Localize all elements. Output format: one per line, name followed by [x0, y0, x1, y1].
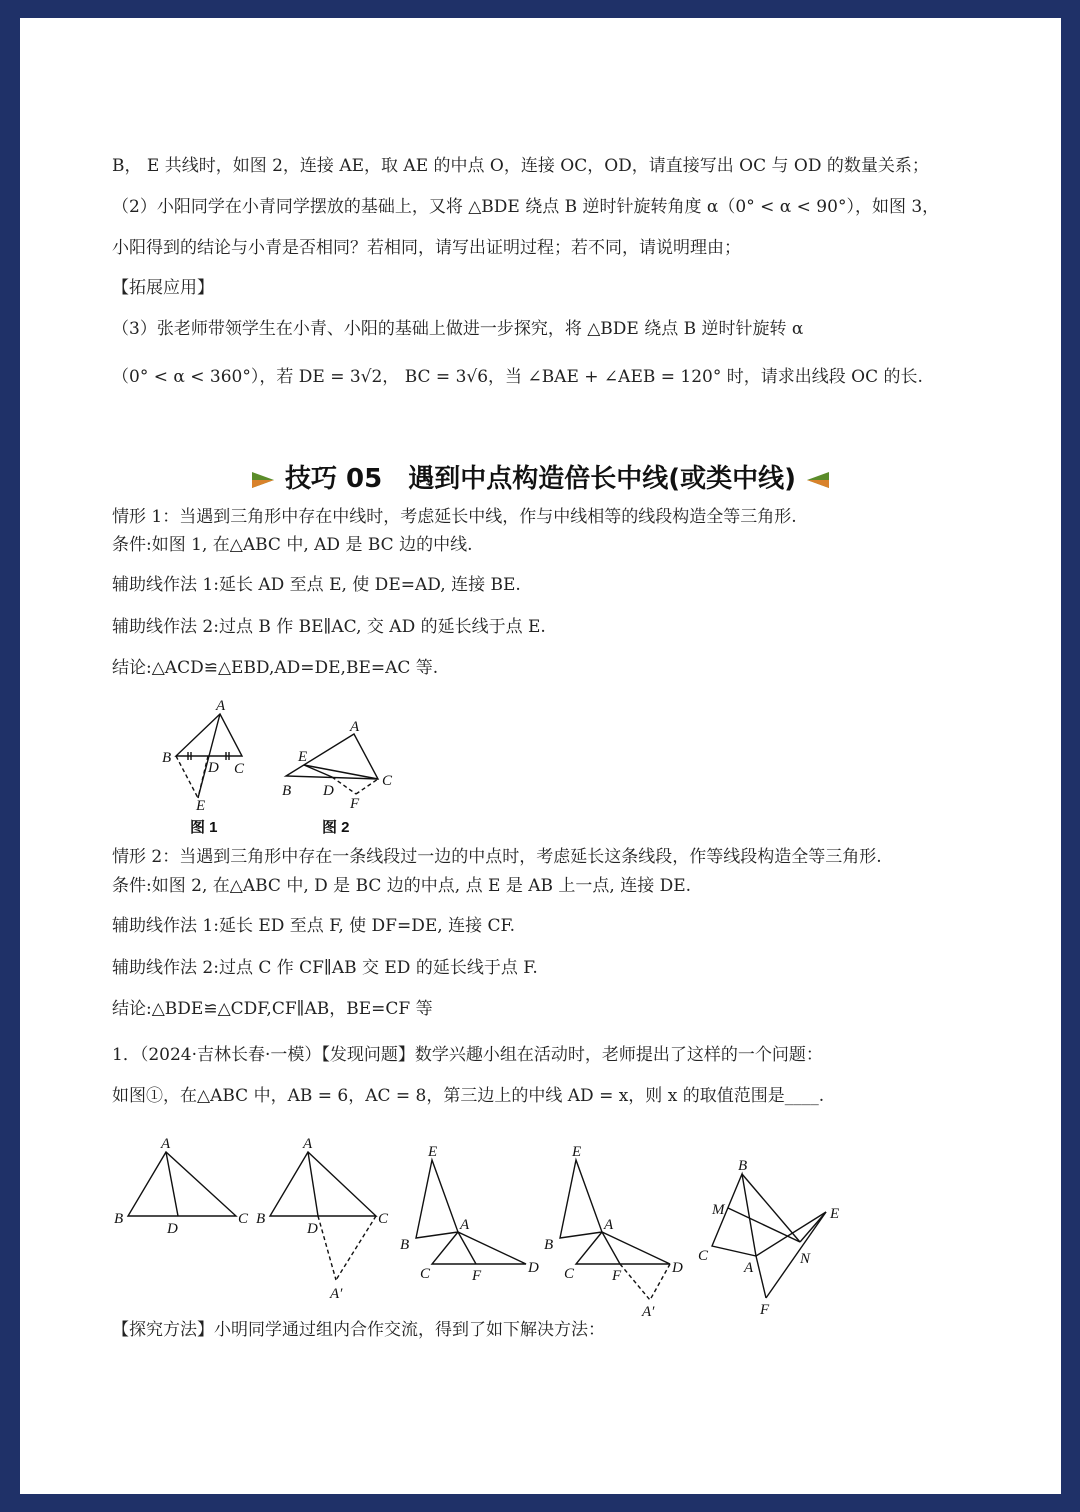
- text-line: （3）张老师带领学生在小青、小阳的基础上做进一步探究，将 △BDE 绕点 B 逆时针旋转 α: [112, 319, 804, 339]
- text-line: （0° < α < 360°），若 DE = 3√2， BC = 3√6，当 ∠BAE + ∠AEB = 120° 时，请求出线段 OC 的长.: [112, 367, 923, 387]
- label-C: C: [238, 1211, 249, 1227]
- label-F: F: [760, 1302, 770, 1318]
- figure-2-caption: 图 2: [322, 819, 350, 836]
- label-C: C: [698, 1248, 709, 1264]
- label-A-prime: A′: [330, 1286, 343, 1302]
- label-D: D: [167, 1221, 178, 1237]
- case1-method1: 辅助线作法 1:延长 AD 至点 E, 使 DE=AD, 连接 BE.: [112, 575, 521, 595]
- figure-1: [162, 698, 245, 836]
- problem-statement: 如图①，在△ABC 中，AB = 6，AC = 8，第三边上的中线 AD = x，则 x 的取值范围是____.: [112, 1086, 825, 1106]
- document-page: [20, 18, 1061, 1494]
- text-line: B， E 共线时，如图 2，连接 AE，取 AE 的中点 O，连接 OC，OD，请直接写出 OC 与 OD 的数量关系；: [112, 156, 929, 176]
- label-E: E: [298, 749, 308, 765]
- label-A-prime: A′: [642, 1304, 655, 1320]
- label-A: A: [303, 1136, 313, 1152]
- section-title-text: 技巧 05 遇到中点构造倍长中线(或类中线): [285, 464, 796, 494]
- label-M: M: [712, 1202, 725, 1218]
- case2-intro: 情形 2：当遇到三角形中存在一条线段过一边的中点时，考虑延长这条线段，作等线段构造全等三角形.: [112, 847, 882, 867]
- label-B: B: [114, 1211, 124, 1227]
- label-C: C: [420, 1266, 431, 1282]
- case1-conclusion: 结论:△ACD≌△EBD,AD=DE,BE=AC 等.: [112, 658, 439, 678]
- label-A: A: [744, 1260, 754, 1276]
- text-line: 小阳得到的结论与小青是否相同？若相同，请写出证明过程；若不同，请说明理由；: [112, 238, 741, 258]
- label-B: B: [738, 1158, 748, 1174]
- label-A: A: [350, 719, 360, 735]
- problem-fig-c: [400, 1144, 539, 1284]
- case1-method2: 辅助线作法 2:过点 B 作 BE∥AC, 交 AD 的延长线于点 E.: [112, 617, 546, 637]
- problem-method: 【探究方法】小明同学通过组内合作交流，得到了如下解决方法：: [112, 1320, 605, 1340]
- figure-1-caption: 图 1: [190, 819, 218, 836]
- label-D: D: [672, 1260, 683, 1276]
- case1-condition: 条件:如图 1, 在△ABC 中, AD 是 BC 边的中线.: [112, 535, 473, 555]
- label-D: D: [323, 783, 334, 799]
- label-B: B: [256, 1211, 266, 1227]
- label-A: A: [161, 1136, 171, 1152]
- label-A: A: [460, 1217, 470, 1233]
- label-F: F: [472, 1268, 482, 1284]
- problem-fig-d: [544, 1144, 683, 1320]
- label-C: C: [382, 773, 393, 789]
- case2-conclusion: 结论:△BDE≌△CDF,CF∥AB，BE=CF 等: [112, 999, 433, 1019]
- case2-method1: 辅助线作法 1:延长 ED 至点 F, 使 DF=DE, 连接 CF.: [112, 916, 516, 936]
- case2-method2: 辅助线作法 2:过点 C 作 CF∥AB 交 ED 的延长线于点 F.: [112, 958, 538, 978]
- problem-figures: [20, 1118, 1061, 1320]
- label-E: E: [428, 1144, 438, 1160]
- problem-fig-b: [256, 1136, 389, 1302]
- label-D: D: [307, 1221, 318, 1237]
- figure-2: [282, 719, 393, 836]
- problem-fig-e: [698, 1158, 839, 1318]
- label-N: N: [800, 1251, 811, 1267]
- problem-fig-a: [114, 1136, 249, 1237]
- case2-condition: 条件:如图 2, 在△ABC 中, D 是 BC 边的中点, 点 E 是 AB 上一点, 连接 DE.: [112, 876, 692, 896]
- text-line: （2）小阳同学在小青同学摆放的基础上，又将 △BDE 绕点 B 逆时针旋转角度 α（0° < α < 90°），如图 3，: [112, 197, 940, 217]
- label-B: B: [544, 1237, 554, 1253]
- label-A: A: [216, 698, 226, 714]
- label-E: E: [572, 1144, 582, 1160]
- label-D: D: [528, 1260, 539, 1276]
- label-B: B: [400, 1237, 410, 1253]
- section-label: 【拓展应用】: [112, 278, 214, 298]
- label-C: C: [378, 1211, 389, 1227]
- label-E: E: [830, 1206, 840, 1222]
- label-B: B: [282, 783, 292, 799]
- case1-intro: 情形 1：当遇到三角形中存在中线时，考虑延长中线，作与中线相等的线段构造全等三角形.: [112, 507, 797, 527]
- label-C: C: [564, 1266, 575, 1282]
- label-F: F: [350, 796, 360, 812]
- label-D: D: [208, 760, 219, 776]
- label-A: A: [604, 1217, 614, 1233]
- label-C: C: [234, 761, 245, 777]
- label-E: E: [196, 798, 206, 814]
- label-F: F: [612, 1268, 622, 1284]
- label-B: B: [162, 750, 172, 766]
- problem-header: 1．（2024·吉林长春·一模）【发现问题】数学兴趣小组在活动时，老师提出了这样的一个问题：: [112, 1045, 823, 1065]
